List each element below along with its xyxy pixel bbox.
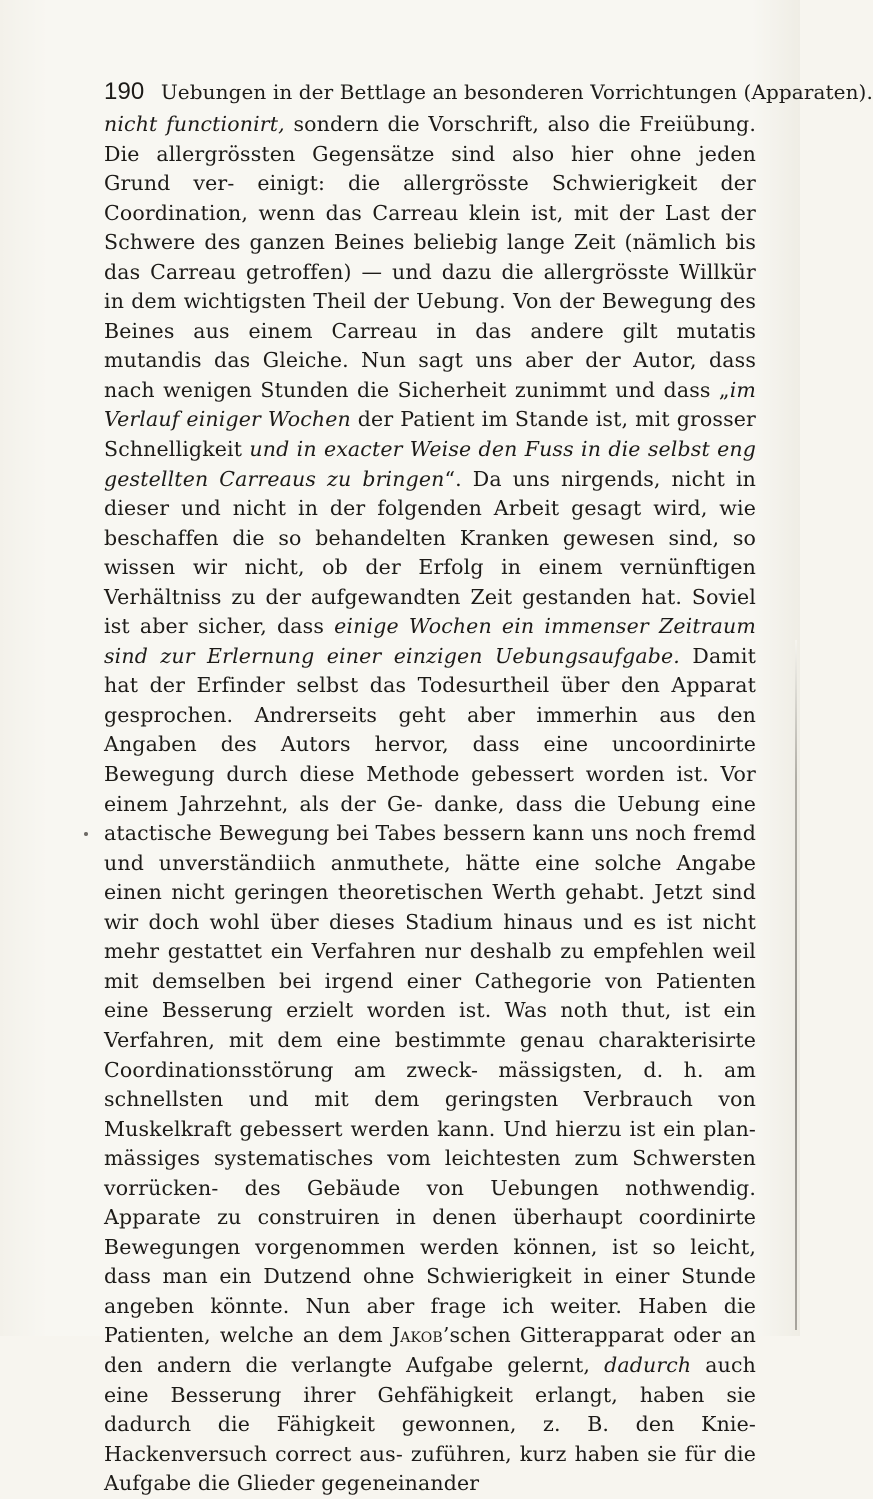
text-segment-italic: und in exacter Weise den Fuss in die selbst eng gestellten Carreaus zu bringen — [104, 437, 756, 491]
text-segment-italic: einige Wochen ein immenser Zeitraum sind zur Erlernung einer einzigen Uebungsaufgabe. — [104, 614, 756, 668]
text-segment: sondern die Vorschrift, also die Freiübung. Die allergrössten Gegensätze sind also hier ohne jeden Grund ver- einigt: die allergrösste Schwierigkeit der Coordination, wenn das Carreau klein ist, mit der Last der Schwere des ganzen Beines beliebig lange Zeit (nämlich bis das Carreau getroffen) — und dazu die allergrösste Willkür in dem wichtigsten Theil der Uebung. Von der Bewegung des Beines aus einem Carreau in das andere gilt mutatis mutandis das Gleiche. Nun sagt uns aber der Autor, dass nach wenigen Stunden die Sicherheit zunimmt und dass „ — [104, 112, 756, 402]
text-segment-smallcaps: Jakob — [391, 1323, 443, 1348]
text-segment: Damit hat der Erfinder selbst das Todesurtheil über den Apparat gesprochen. Andrerseits geht aber immerhin aus den Angaben des Autors hervor, dass eine uncoordinirte Bewegung durch diese Methode gebessert worden ist. Vor einem Jahrzehnt, als der Ge- danke, dass die Uebung eine atactische Bewegung bei Tabes bessern kann uns noch fremd und unverständiich anmuthete, hätte eine solche Angabe einen nicht geringen theoretischen Werth gehabt. Jetzt sind wir doch wohl über dieses Stadium hinaus und es ist nicht mehr gestattet ein Verfahren nur deshalb zu empfehlen weil mit demselben bei irgend einer Cathegorie von Patienten eine Besserung erzielt worden ist. Was noth thut, ist ein Verfahren, mit dem eine bestimmte genau charakterisirte Coordinationsstörung am zweck- mässigsten, d. h. am schnellsten und mit dem geringsten Verbrauch von Muskelkraft gebessert werden kann. Und hierzu ist ein plan- mässiges systematisches vom leichtesten zum Schwersten vorrücken- des Gebäude von Uebungen nothwendig. Apparate zu construiren in denen überhaupt coordinirte Bewegungen vorgenommen werden können, ist so leicht, dass man ein Dutzend ohne Schwierigkeit in einer Stunde angeben könnte. Nun aber frage ich weiter. Haben die Patienten, welche an dem — [104, 643, 756, 1348]
page-number: 190 — [104, 78, 145, 105]
text-segment-italic: dadurch — [604, 1352, 692, 1377]
page-edge-shadow — [795, 640, 797, 1330]
text-segment-italic: nicht functionirt, — [104, 112, 285, 136]
paragraph-text — [104, 110, 756, 1499]
running-title: Uebungen in der Bettlage an besonderen Vorrichtungen (Apparaten). — [160, 80, 873, 104]
text-segment: ’schen Gitterapparat oder an den andern die verlangte Aufgabe gelernt, — [104, 1323, 756, 1377]
text-segment: der Patient im Stande ist, mit grosser Schnelligkeit — [104, 407, 756, 462]
running-header — [104, 75, 873, 109]
main-paragraph — [104, 110, 756, 1499]
margin-mark — [84, 832, 88, 836]
text-segment: “. Da uns nirgends, nicht in dieser und nicht in der folgenden Arbeit gesagt wird, wie beschaffen die so behandelten Kranken gewesen sind, so wissen wir nicht, ob der Erfolg in einem vernünftigen Verhältniss zu der aufgewandten Zeit gestanden hat. Soviel ist aber sicher, dass — [104, 466, 756, 639]
text-segment: auch eine Besserung ihrer Gehfähigkeit erlangt, haben sie dadurch die Fähigkeit gewonnen, z. B. den Knie-Hackenversuch correct aus- zuführen, kurz haben sie für die Aufgabe die Glieder gegeneinander — [104, 1352, 756, 1496]
text-segment-italic: im Verlauf einiger Wochen — [104, 377, 756, 432]
